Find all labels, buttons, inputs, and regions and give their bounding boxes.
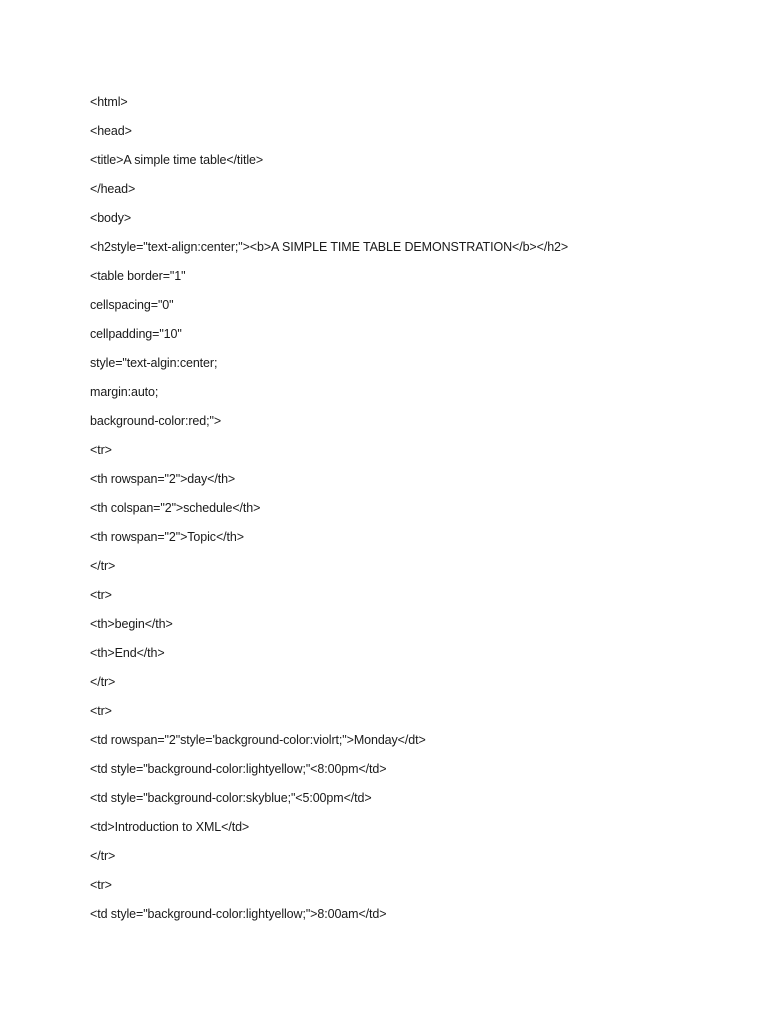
code-line: cellspacing="0"	[90, 298, 174, 312]
code-line: background-color:red;">	[90, 414, 222, 428]
code-line: <tr>	[90, 443, 112, 457]
code-line: <td>Introduction to XML</td>	[90, 820, 250, 834]
code-line: <html>	[90, 95, 128, 109]
code-listing	[90, 92, 750, 933]
code-line: <th rowspan="2">Topic</th>	[90, 530, 244, 544]
code-line: </tr>	[90, 559, 116, 573]
code-line: <th>begin</th>	[90, 617, 173, 631]
code-line: <h2style="text-align:center;"><b>A SIMPLE TIME TABLE DEMONSTRATION</b></h2>	[90, 240, 569, 254]
code-line: </head>	[90, 182, 136, 196]
code-line: <td rowspan="2"style='background-color:violrt;">Monday</dt>	[90, 733, 426, 747]
code-line: <th rowspan="2">day</th>	[90, 472, 236, 486]
code-line: <head>	[90, 124, 132, 138]
code-line: <td style="background-color:lightyellow;"<8:00pm</td>	[90, 762, 387, 776]
code-line: <td style="background-color:lightyellow;">8:00am</td>	[90, 907, 387, 921]
code-line: <table border="1"	[90, 269, 186, 283]
code-line: <th>End</th>	[90, 646, 165, 660]
code-line: </tr>	[90, 849, 116, 863]
code-line: cellpadding="10"	[90, 327, 182, 341]
code-line: <tr>	[90, 704, 112, 718]
code-line: <body>	[90, 211, 132, 225]
code-line: </tr>	[90, 675, 116, 689]
code-line: <title>A simple time table</title>	[90, 153, 264, 167]
code-line: <th colspan="2">schedule</th>	[90, 501, 261, 515]
code-line: margin:auto;	[90, 385, 159, 399]
code-line: <tr>	[90, 588, 112, 602]
code-line: <td style="background-color:skyblue;"<5:00pm</td>	[90, 791, 372, 805]
code-line: <tr>	[90, 878, 112, 892]
code-line: style="text-algin:center;	[90, 356, 218, 370]
